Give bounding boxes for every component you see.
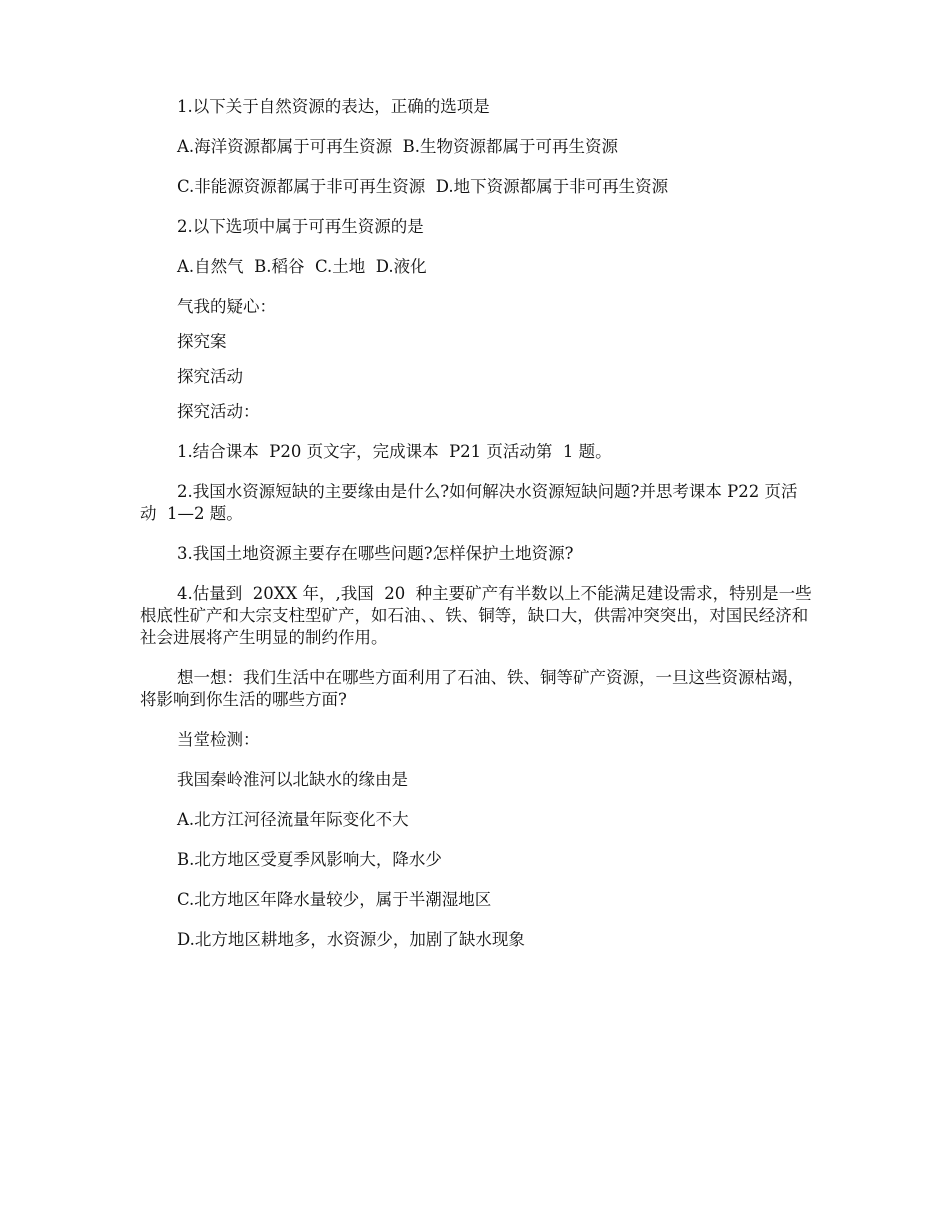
test-option-a: A.北方江河径流量年际变化不大 <box>177 810 409 829</box>
activity-item-2: 2.我国水资源短缺的主要缘由是什么?如何解决水资源短缺问题?并思考课本 P22 页活动 1—2 题。 <box>140 482 798 523</box>
inquiry-activity-title: 探究活动 <box>177 367 243 386</box>
section-title-inquiry: 探究案 <box>177 332 227 351</box>
activity-item-3: 3.我国土地资源主要存在哪些问题?怎样保护土地资源? <box>177 544 574 563</box>
test-option-c: C.北方地区年降水量较少，属于半潮湿地区 <box>177 890 492 909</box>
document-body <box>140 96 812 969</box>
question-1-options-ab: A.海洋资源都属于可再生资源 B.生物资源都属于可再生资源 <box>177 137 619 156</box>
activity-item-4: 4.估量到 20XX 年，,我国 20 种主要矿产有半数以上不能满足建设需求，特别是一些根底性矿产和大宗支柱型矿产，如石油、、铁、铜等，缺口大，供需冲突突出，对国民经济和社会进展将产生明显的制约作用。 <box>140 584 812 647</box>
test-question-stem: 我国秦岭淮河以北缺水的缘由是 <box>177 770 408 789</box>
question-1-stem: 1.以下关于自然资源的表达，正确的选项是 <box>177 97 490 116</box>
question-2-stem: 2.以下选项中属于可再生资源的是 <box>177 217 424 236</box>
question-1-options-cd: C.非能源资源都属于非可再生资源 D.地下资源都属于非可再生资源 <box>177 177 669 196</box>
doubt-label: 气我的疑心： <box>177 297 276 316</box>
test-option-d: D.北方地区耕地多，水资源少，加剧了缺水现象 <box>177 930 525 949</box>
question-2-options: A.自然气 B.稻谷 C.土地 D.液化 <box>177 257 427 276</box>
inquiry-activity-label: 探究活动： <box>177 402 260 421</box>
think-about-it: 想一想：我们生活中在哪些方面利用了石油、铁、铜等矿产资源，一旦这些资源枯竭，将影响到你生活的哪些方面? <box>140 668 804 709</box>
in-class-test-label: 当堂检测： <box>177 730 260 749</box>
activity-item-1: 1.结合课本 P20 页文字，完成课本 P21 页活动第 1 题。 <box>177 442 612 461</box>
test-option-b: B.北方地区受夏季风影响大，降水少 <box>177 850 442 869</box>
